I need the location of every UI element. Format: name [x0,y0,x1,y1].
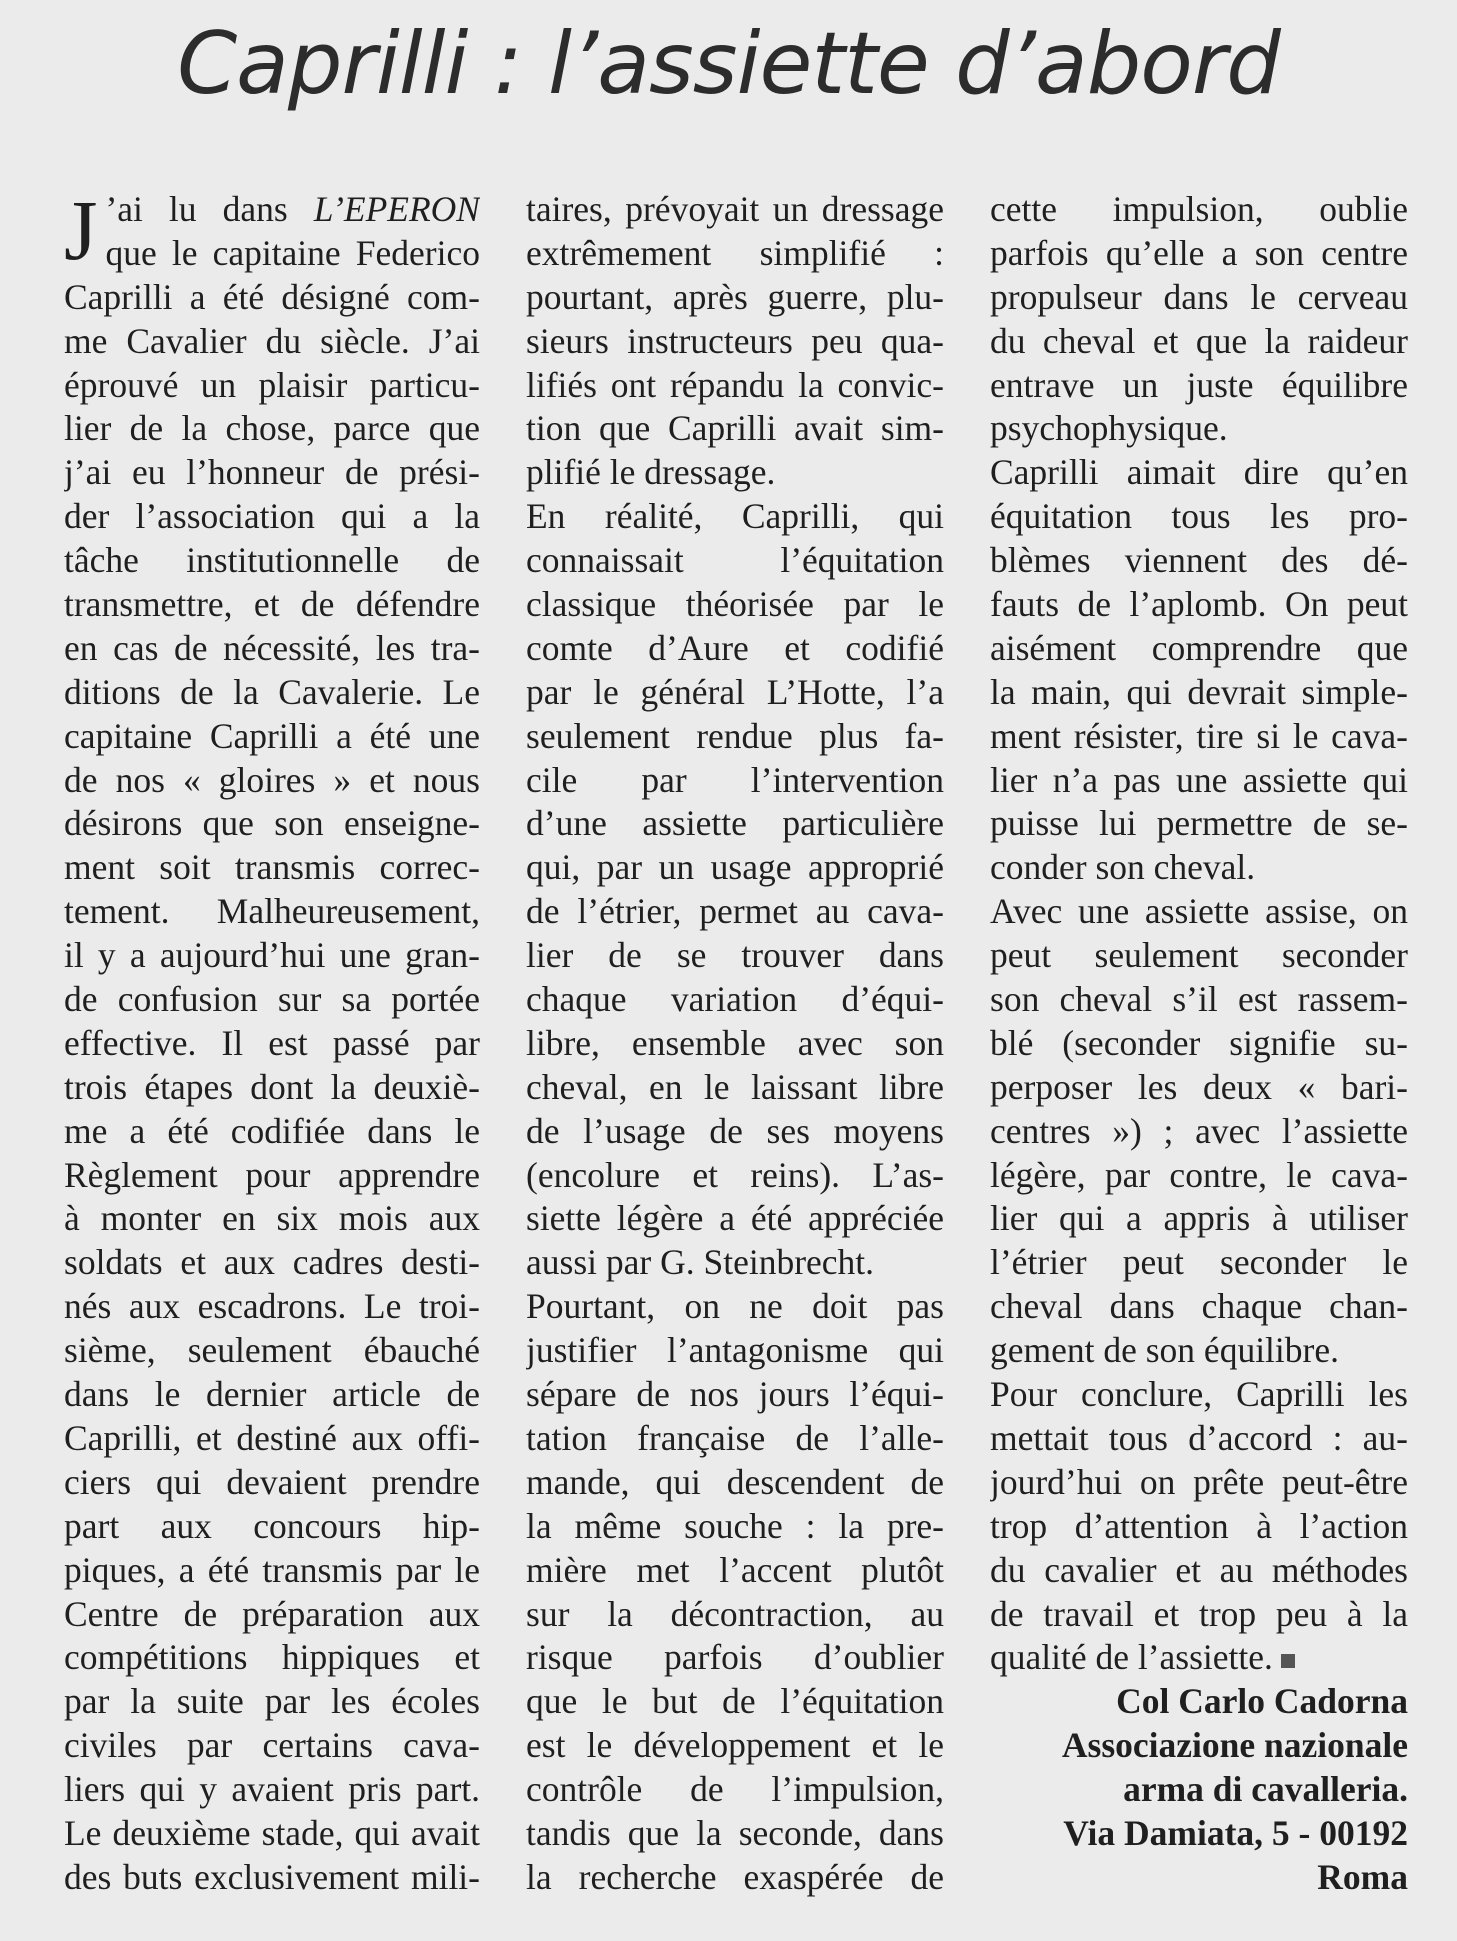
text-line: justifier l’antagonisme qui [526,1330,944,1371]
text-line: capitaine Caprilli a été une [64,715,480,756]
text-line: Caprilli a été désigné com- [64,276,480,317]
text-line: à monter en six mois aux [64,1198,480,1239]
text-line: gement de son équilibre. [990,1330,1339,1371]
text-line: conder son cheval. [990,847,1256,888]
text-line: jourd’hui on prête peut-être [990,1461,1408,1502]
text-line: propulseur dans le cerveau [990,276,1408,317]
text-line: du cheval et que la raideur [990,320,1408,361]
text-line: ditions de la Cavalerie. Le [64,671,480,712]
text-line: transmettre, et de défendre [64,584,480,625]
signature-block [990,1680,1408,1899]
text-line: Caprilli, et destiné aux offi- [64,1417,480,1458]
text-line: mettait tous d’accord : au- [990,1417,1408,1458]
text-line: contrôle de l’impulsion, [526,1769,944,1810]
signature-line: Roma [1317,1856,1408,1897]
text-line: l’étrier peut seconder le [990,1242,1408,1283]
text-line: sépare de nos jours l’équi- [526,1374,944,1415]
text-line: lier de la chose, parce que [64,408,480,449]
text-line: ment résister, tire si le cava- [990,715,1408,756]
text-line: (encolure et reins). L’as- [526,1154,944,1195]
text-line: lifiés ont répandu la convic- [526,364,944,405]
text-line: nés aux escadrons. Le troi- [64,1286,480,1327]
text-line: me Cavalier du siècle. J’ai [64,320,480,361]
text-line: effective. Il est passé par [64,1022,480,1063]
text-line: centres ») ; avec l’assiette [990,1110,1408,1151]
text-line: lier de se trouver dans [526,935,944,976]
text-line: Pourtant, on ne doit pas [526,1286,944,1327]
text-line: de l’usage de ses moyens [526,1110,944,1151]
text-line: de l’étrier, permet au cava- [526,891,944,932]
text-line: piques, a été transmis par le [64,1549,480,1590]
text-line: que le capitaine Federico [105,232,480,273]
text-line: ment soit transmis correc- [64,847,480,888]
text-line: est le développement et le [526,1725,944,1766]
text-line: trois étapes dont la deuxiè- [64,1066,480,1107]
text-line: connaissait l’équitation [526,540,944,581]
text-line: ’ai lu dans L’EPERON [105,189,480,229]
text-line: d’une assiette particulière [526,803,944,844]
text-line: légère, par contre, le cava- [990,1154,1408,1195]
drop-cap: J [64,182,98,278]
text-line: Avec une assiette assise, on [990,891,1408,932]
text-line: En réalité, Caprilli, qui [526,496,944,537]
text-line: tion que Caprilli avait sim- [526,408,944,449]
text-line: éprouvé un plaisir particu- [64,364,480,405]
text-line: son cheval s’il est rassem- [990,979,1408,1020]
text-line: tement. Malheureusement, [64,891,480,932]
text-line: de travail et trop peu à la [990,1593,1408,1634]
text-line: Règlement pour apprendre [64,1154,480,1195]
text-line: taires, prévoyait un dressage [526,189,944,229]
text-line: civiles par certains cava- [64,1725,480,1766]
text-line: de confusion sur sa portée [64,979,480,1020]
text-line: par le général L’Hotte, l’a [526,671,944,712]
text-line: de nos « gloires » et nous [64,759,480,800]
text-line: sur la décontraction, au [526,1593,944,1634]
text-line: qui, par un usage approprié [526,847,944,888]
text-line: aisément comprendre que [990,627,1408,668]
text-line: par la suite par les écoles [64,1681,480,1722]
text-line: la recherche exaspérée de [526,1856,944,1897]
text-line: que le but de l’équitation [526,1681,944,1722]
text-line: parfois qu’elle a son centre [990,232,1408,273]
text-line: Pour conclure, Caprilli les [990,1374,1408,1415]
text-line: blé (seconder signifie su- [990,1022,1408,1063]
text-line: me a été codifiée dans le [64,1110,480,1151]
text-line: Le deuxième stade, qui avait [64,1812,480,1853]
signature-line: Col Carlo Cadorna [1116,1681,1408,1722]
text-line: entrave un juste équilibre [990,364,1408,405]
text-line: lier n’a pas une assiette qui [990,759,1408,800]
text-line: ciers qui devaient prendre [64,1461,480,1502]
text-line: part aux concours hip- [64,1505,480,1546]
text-line: psychophysique. [990,408,1228,449]
end-of-article-icon [1281,1654,1295,1668]
text-line: chaque variation d’équi- [526,979,944,1020]
text-line: classique théorisée par le [526,584,944,625]
signature-line: Associazione nazionale [1061,1725,1408,1766]
text-line: la même souche : la pre- [526,1505,944,1546]
text-line: du cavalier et au méthodes [990,1549,1408,1590]
text-line: fauts de l’aplomb. On peut [990,584,1408,625]
text-line: liers qui y avaient pris part. [64,1769,480,1810]
text-line: lier qui a appris à utiliser [990,1198,1408,1239]
text-line: risque parfois d’oublier [526,1637,944,1678]
text-line: seulement rendue plus fa- [526,715,944,756]
text-line: j’ai eu l’honneur de prési- [64,452,480,493]
text-line: mande, qui descendent de [526,1461,944,1502]
text-line: aussi par G. Steinbrecht. [526,1242,875,1283]
text-line: Centre de préparation aux [64,1593,480,1634]
text-line: pourtant, après guerre, plu- [526,276,944,317]
text-line: la main, qui devrait simple- [990,671,1408,712]
text-line: dans le dernier article de [64,1374,480,1415]
text-line: plifié le dressage. [526,452,776,493]
text-line: libre, ensemble avec son [526,1022,944,1063]
article-title: Caprilli : l’assiette d’abord [177,14,1280,114]
text-line: équitation tous les pro- [990,496,1408,537]
text-line: cheval, en le laissant libre [526,1066,944,1107]
text-line: mière met l’accent plutôt [526,1549,944,1590]
column-2 [526,188,944,1900]
text-line: extrêmement simplifié : [526,232,944,273]
text-line: cile par l’intervention [526,759,944,800]
text-line: soldats et aux cadres desti- [64,1242,480,1283]
text-line: tandis que la seconde, dans [526,1812,944,1853]
text-line: Caprilli aimait dire qu’en [990,452,1408,493]
text-line: puisse lui permettre de se- [990,803,1408,844]
text-line: en cas de nécessité, les tra- [64,627,480,668]
text-line: trop d’attention à l’action [990,1505,1408,1546]
text-line: tâche institutionnelle de [64,540,480,581]
signature-line: Via Damiata, 5 - 00192 [1063,1812,1408,1853]
text-line: qualité de l’assiette. [990,1636,1408,1680]
text-line: peut seulement seconder [990,935,1408,976]
text-line: der l’association qui a la [64,496,480,537]
text-line: cheval dans chaque chan- [990,1286,1408,1327]
text-line: sième, seulement ébauché [64,1330,480,1371]
column-1 [64,182,480,1900]
text-line: sieurs instructeurs peu qua- [526,320,944,361]
text-line: il y a aujourd’hui une gran- [64,935,480,976]
text-line: comte d’Aure et codifié [526,627,944,668]
text-line: perposer les deux « bari- [990,1066,1408,1107]
text-line: tation française de l’alle- [526,1417,944,1458]
text-line: désirons que son enseigne- [64,803,480,844]
text-line: siette légère a été appréciée [526,1198,944,1239]
text-line: compétitions hippiques et [64,1637,480,1678]
text-line: des buts exclusivement mili- [64,1856,480,1897]
column-3 [990,188,1408,1900]
text-line: cette impulsion, oublie [990,189,1408,229]
signature-line: arma di cavalleria. [1123,1769,1408,1810]
text-line: blèmes viennent des dé- [990,540,1408,581]
